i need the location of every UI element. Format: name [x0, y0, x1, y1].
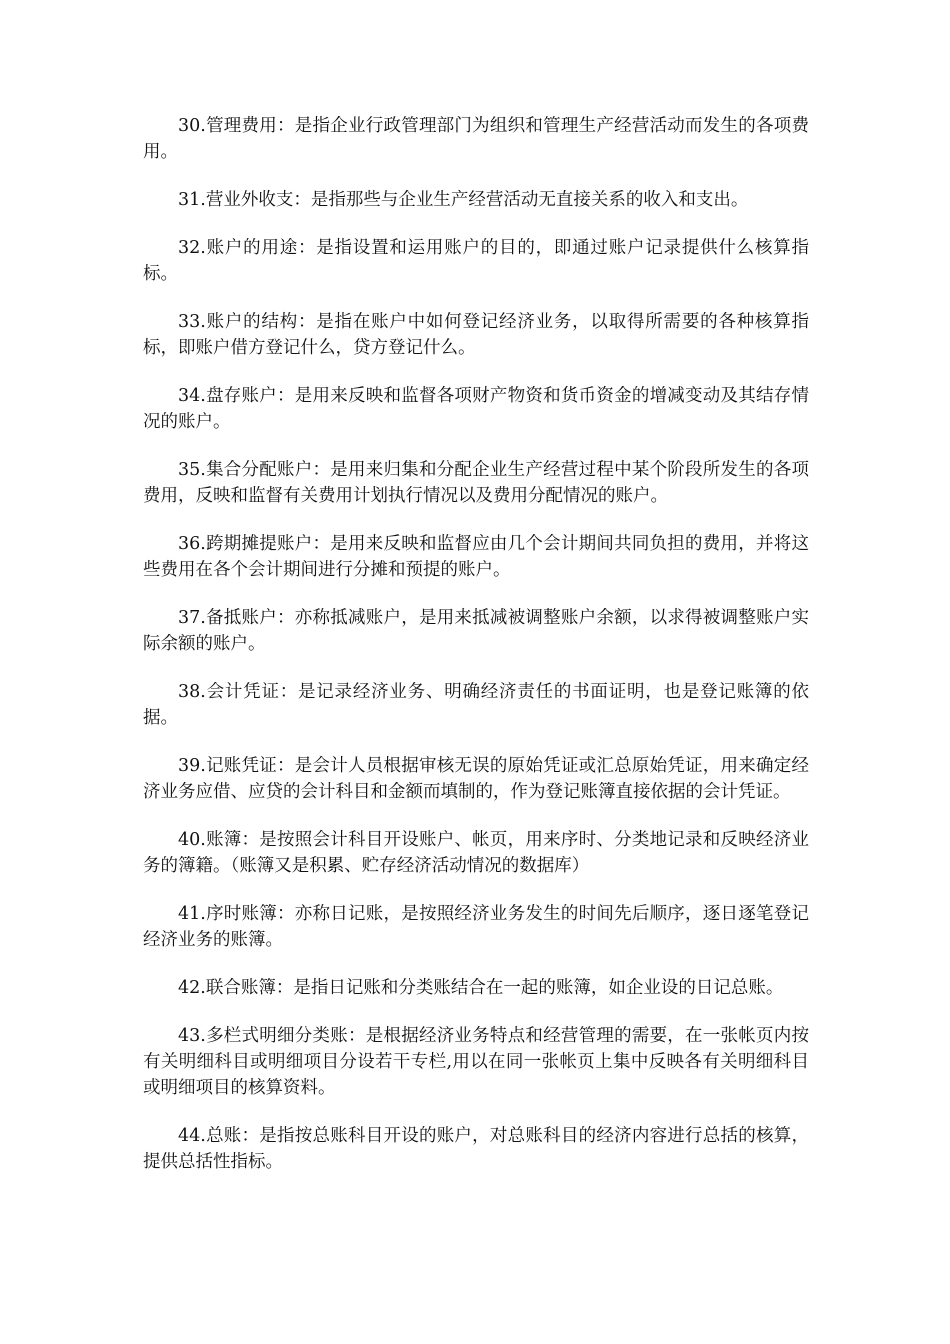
definition-32: 32.账户的用途：是指设置和运用账户的目的，即通过账户记录提供什么核算指标。 [143, 238, 809, 284]
definition-40: 40.账簿：是按照会计科目开设账户、帐页，用来序时、分类地记录和反映经济业务的簿籍。（账簿又是积累、贮存经济活动情况的数据库） [143, 830, 809, 876]
definition-31: 31.营业外收支：是指那些与企业生产经营活动无直接关系的收入和支出。 [178, 190, 749, 210]
definition-41: 41.序时账簿：亦称日记账，是按照经济业务发生的时间先后顺序，逐日逐笔登记经济业务的账簿。 [143, 904, 809, 950]
definition-43: 43.多栏式明细分类账：是根据经济业务特点和经营管理的需要，在一张帐页内按有关明细科目或明细项目分设若干专栏,用以在同一张帐页上集中反映各有关明细科目或明细项目的核算资料。 [143, 1026, 809, 1098]
definition-42: 42.联合账簿：是指日记账和分类账结合在一起的账簿，如企业设的日记总账。 [178, 978, 784, 998]
definition-30: 30.管理费用：是指企业行政管理部门为组织和管理生产经营活动而发生的各项费用。 [143, 116, 809, 162]
definition-37: 37.备抵账户：亦称抵减账户，是用来抵减被调整账户余额，以求得被调整账户实际余额的账户。 [143, 608, 809, 654]
definition-34: 34.盘存账户：是用来反映和监督各项财产物资和货币资金的增减变动及其结存情况的账户。 [143, 386, 809, 432]
document-page [143, 113, 809, 1197]
definition-35: 35.集合分配账户：是用来归集和分配企业生产经营过程中某个阶段所发生的各项费用，反映和监督有关费用计划执行情况以及费用分配情况的账户。 [143, 460, 809, 506]
definition-33: 33.账户的结构：是指在账户中如何登记经济业务，以取得所需要的各种核算指标，即账户借方登记什么，贷方登记什么。 [143, 312, 809, 358]
definition-44: 44.总账：是指按总账科目开设的账户，对总账科目的经济内容进行总括的核算，提供总括性指标。 [143, 1126, 809, 1172]
definition-38: 38.会计凭证：是记录经济业务、明确经济责任的书面证明，也是登记账簿的依据。 [143, 682, 809, 728]
definition-39: 39.记账凭证：是会计人员根据审核无误的原始凭证或汇总原始凭证，用来确定经济业务应借、应贷的会计科目和金额而填制的，作为登记账簿直接依据的会计凭证。 [143, 756, 809, 802]
definition-36: 36.跨期摊提账户：是用来反映和监督应由几个会计期间共同负担的费用，并将这些费用在各个会计期间进行分摊和预提的账户。 [143, 534, 809, 580]
